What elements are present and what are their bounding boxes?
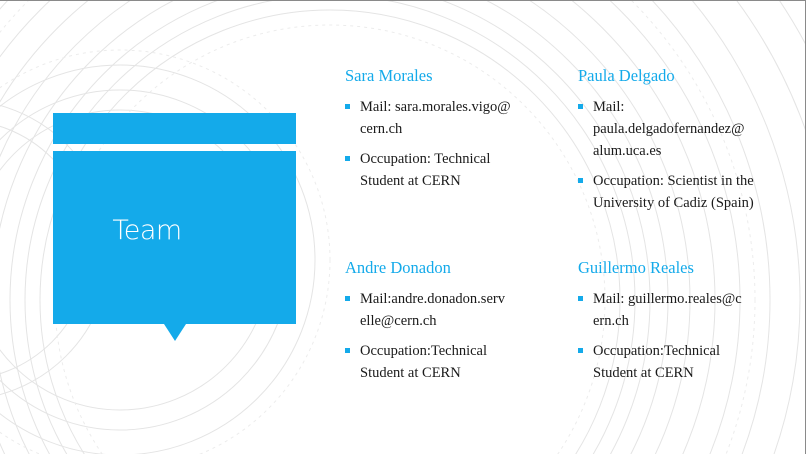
member-details (578, 96, 793, 214)
mail-text-line: cern.ch (360, 121, 403, 137)
title-callout-pointer (164, 324, 186, 341)
square-bullet-icon (345, 296, 350, 301)
mail-text-line: Mail:andre.donadon.serv (360, 291, 505, 307)
square-bullet-icon (578, 104, 583, 109)
title-accent-strip (53, 113, 296, 144)
mail-text-line: Mail: (593, 99, 625, 115)
member-name: Andre Donadon (345, 258, 451, 277)
square-bullet-icon (345, 104, 350, 109)
member-details (345, 96, 555, 192)
mail-item (345, 288, 555, 332)
slide-border-top (0, 0, 806, 1)
member-name: Guillermo Reales (578, 258, 694, 277)
square-bullet-icon (578, 348, 583, 353)
occupation-item (345, 148, 555, 192)
occupation-item (345, 340, 555, 384)
mail-item (345, 96, 555, 140)
member-name: Paula Delgado (578, 66, 675, 85)
square-bullet-icon (578, 296, 583, 301)
occupation-item (578, 340, 793, 384)
mail-item (578, 288, 793, 332)
team-member-sara-morales (345, 66, 555, 200)
occupation-text-line: Student at CERN (360, 365, 461, 381)
mail-text-line: Mail: sara.morales.vigo@ (360, 99, 511, 115)
mail-text-line: Mail: guillermo.reales@c (593, 291, 742, 307)
occupation-text-line: Student at CERN (593, 365, 694, 381)
mail-text-line: alum.uca.es (593, 143, 662, 159)
team-member-paula-delgado (578, 66, 793, 222)
occupation-text-line: Student at CERN (360, 173, 461, 189)
mail-text-line: elle@cern.ch (360, 313, 437, 329)
occupation-text-line: University of Cadiz (Spain) (593, 195, 754, 211)
team-member-guillermo-reales (578, 258, 793, 392)
member-details (345, 288, 555, 384)
occupation-text-line: Occupation:Technical (593, 343, 721, 359)
member-name: Sara Morales (345, 66, 433, 85)
member-details (578, 288, 793, 384)
occupation-text-line: Occupation: Technical (360, 151, 491, 167)
slide-title: Team (112, 215, 182, 246)
square-bullet-icon (578, 178, 583, 183)
square-bullet-icon (345, 156, 350, 161)
team-member-andre-donadon (345, 258, 555, 392)
mail-text-line: ern.ch (593, 313, 629, 329)
occupation-text-line: Occupation:Technical (360, 343, 488, 359)
occupation-item (578, 170, 793, 214)
occupation-text-line: Occupation: Scientist in the (593, 173, 754, 189)
mail-text-line: paula.delgadofernandez@ (593, 121, 745, 137)
square-bullet-icon (345, 348, 350, 353)
mail-item (578, 96, 793, 162)
